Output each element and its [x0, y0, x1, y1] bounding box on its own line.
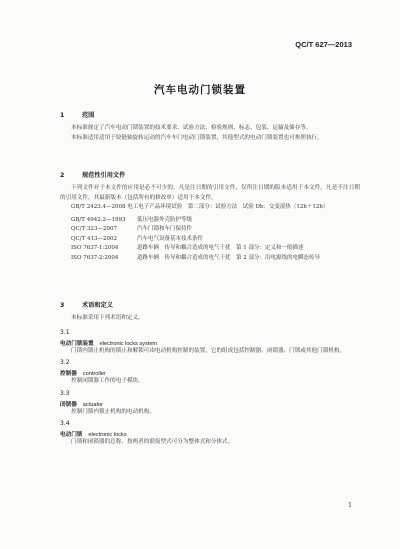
term-name-en: controller: [82, 371, 106, 377]
term-name-zh: 电动门锁装置: [60, 340, 94, 347]
reference-code: ISO 7637-2:2004: [71, 254, 119, 261]
section-heading: [60, 110, 360, 119]
reference-title: 汽车电气设备基本技术条件: [137, 235, 204, 242]
term-name-en: electronic locks system: [99, 340, 158, 347]
reference-item: [60, 254, 360, 264]
term-name-en: actuator: [82, 401, 104, 408]
term-name-zh: 电动门锁: [60, 432, 83, 438]
section-number: 2: [60, 172, 65, 179]
term-definition: 门锁内锁止机构的锁止和解锁可由电动机构控制的装置，它的组成包括控制器、闭锁器、门锁或其他门锁机构。: [71, 347, 346, 354]
reference-title: 道路车辆 传导和耦合造成的电气干扰 第 2 部分：沿电源线的电瞬态传导: [137, 254, 320, 261]
reference-item: [60, 225, 360, 235]
term-name-zh: 控制器: [60, 371, 77, 377]
section-terms-definitions: [60, 300, 360, 448]
paragraph: 本标准适用适用于铰链轴旋转运动的汽车车门电动门锁装置，其他型式的电动门锁装置也可参照执行。: [71, 134, 323, 141]
paragraph: 本标准采用下列术语和定义。: [71, 315, 144, 321]
section-title: 范围: [82, 112, 95, 119]
reference-title: 道路车辆 传导和耦合造成的电气干扰 第 1 部分：定义和一般描述: [137, 245, 304, 251]
reference-item: [60, 235, 360, 245]
reference-item: [60, 203, 360, 213]
term-number: 3.1: [60, 328, 70, 336]
reference-title: 汽车门锁和车门保持件: [137, 226, 193, 232]
page-number: 1: [348, 502, 352, 509]
section-normative-references: [60, 170, 360, 263]
reference-code: GB/T 2423.4—2008: [71, 204, 126, 210]
section-scope: [60, 110, 360, 143]
standard-code: QC/T 627—2013: [295, 40, 352, 49]
term-entry: [60, 329, 360, 357]
document-title: 汽车电动门锁装置: [154, 84, 246, 96]
paragraph: 下列文件对于本文件的应用是必不可少的。凡是注日期的引用文件，仅所注日期的版本适用于本文件。凡是不注日期的引用文件，其最新版本（包括所有的修改单）适用于本文件。: [60, 185, 360, 201]
reference-item: [60, 216, 360, 226]
section-heading: [60, 300, 360, 309]
term-entry: [60, 420, 360, 448]
term-entry: [60, 390, 360, 418]
reference-title: 低压电器外壳防护等级: [137, 216, 193, 223]
term-heading: [60, 400, 360, 408]
term-number: 3.3: [60, 389, 70, 397]
reference-code: QC/T 413—2002: [71, 235, 117, 242]
term-definition: 控制闭锁器工作的电子模块。: [71, 378, 144, 384]
section-number: 1: [60, 112, 65, 119]
term-heading: [60, 430, 360, 438]
term-heading: [60, 369, 360, 377]
term-number: 3.2: [60, 359, 70, 366]
term-definition: 控制门锁内锁止机构的电动机构。: [71, 408, 155, 415]
section-title: 术语和定义: [82, 302, 113, 309]
reference-code: QC/T 323—2007: [71, 226, 117, 232]
term-heading: [60, 339, 360, 347]
section-heading: [60, 170, 360, 179]
reference-title: 电工电子产品环境试验 第二部分：试验方法 试验 Db：交变湿热（12h＋12h）: [127, 204, 329, 210]
term-entry: [60, 359, 360, 387]
term-definition: 门锁和闭锁器的总称，按两者的联接型式可分为整体式和分体式。: [71, 439, 234, 445]
section-number: 3: [60, 302, 65, 309]
reference-code: GB/T 4942.2—1993: [71, 216, 126, 223]
reference-item: [60, 244, 360, 254]
term-name-zh: 闭锁器: [60, 401, 77, 408]
reference-code: ISO 7637-1:2004: [71, 245, 119, 251]
term-name-en: electronic locks: [88, 432, 127, 438]
paragraph: 本标准规定了汽车电动门锁装置的技术要求、试验方法、检验规则、标志、包装、运输及储存等。: [71, 125, 312, 131]
term-number: 3.4: [60, 420, 70, 427]
section-title: 规范性引用文件: [82, 172, 126, 179]
